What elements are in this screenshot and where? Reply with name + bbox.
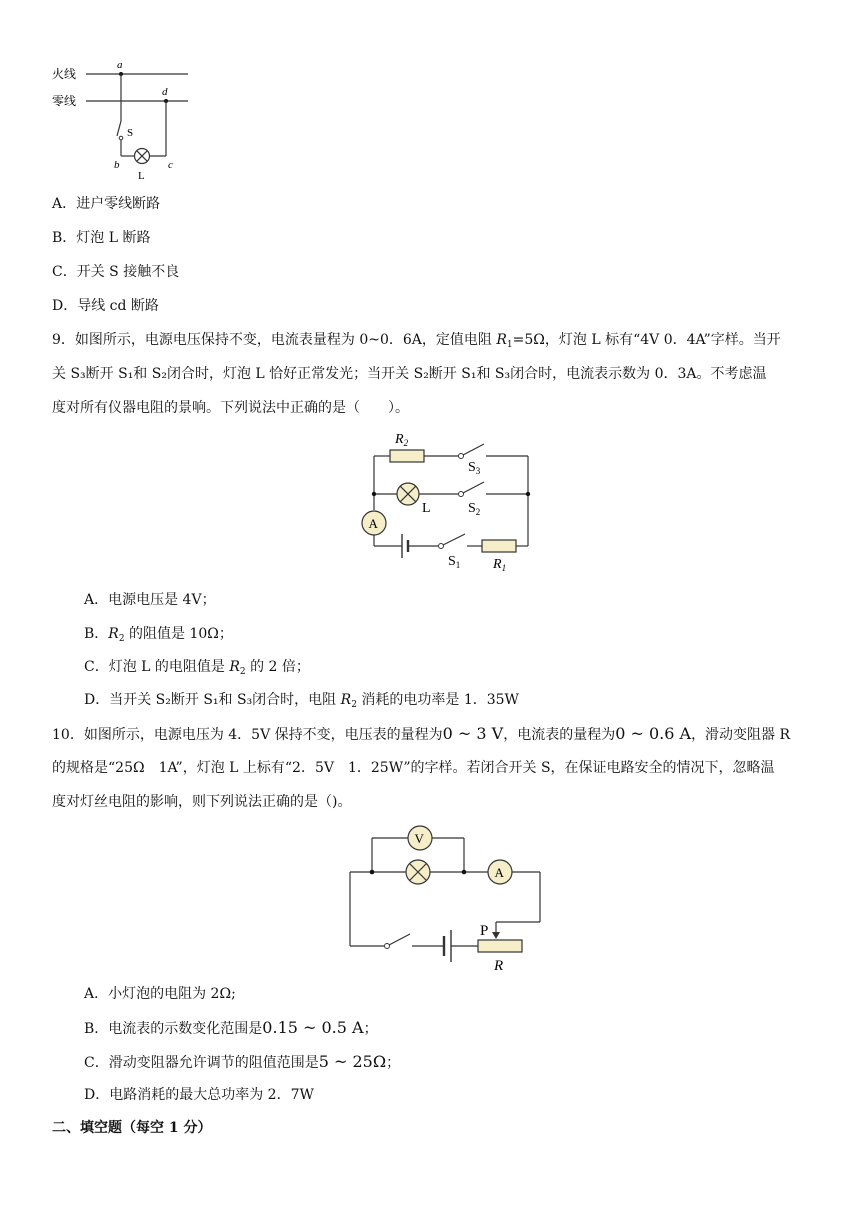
neutral-wire-label: 零线 xyxy=(52,94,77,108)
q8-circuit-diagram xyxy=(48,56,198,186)
switch-s-label: S xyxy=(127,127,134,139)
resistor-r1-icon xyxy=(482,540,516,552)
q9-option-c: C．灯泡 L 的电阻值是 $R_2$ 的 2 倍； xyxy=(84,659,310,677)
q10-option-d: D．电路消耗的最大总功率为 2．7W xyxy=(84,1087,314,1103)
r2-label: $R_2$ xyxy=(395,432,409,448)
svg-text:A: A xyxy=(368,516,378,531)
slider-p-label: P xyxy=(480,923,489,939)
q10-circuit-diagram xyxy=(344,818,554,978)
ammeter-icon xyxy=(362,511,386,535)
rheostat-icon xyxy=(478,940,522,952)
lamp-l-icon xyxy=(397,483,419,505)
q8-option-d: D．导线 cd 断路 xyxy=(52,298,159,314)
q9-stem-line-1: 9．如图所示，电源电压保持不变，电流表量程为 0~0．6A，定值电阻 $R_1=5\Omega$，灯泡 L 标有“4V 0．4A”字样。当开 xyxy=(52,332,781,350)
q9-option-d: D．当开关 S₂断开 S₁和 S₃闭合时，电阻 $R_2$ 消耗的电功率是 1．35W xyxy=(84,692,519,710)
q10-option-b: B．电流表的示数变化范围是0.15 ~ 0.5 A； xyxy=(84,1018,378,1037)
q9-stem-line-2: 关 S₃断开 S₁和 S₂闭合时，灯泡 L 恰好正常发光；当开关 S₂断开 S₁和 S₃闭合时，电流表示数为 0．3A。不考虑温 xyxy=(52,366,767,382)
lamp-icon xyxy=(135,149,150,164)
s2-label: $S_2$ xyxy=(468,501,481,517)
q9-stem-line-3: 度对所有仪器电阻的景响。下列说法中正确的是（ ）。 xyxy=(52,400,409,416)
s1-label: $S_1$ xyxy=(448,554,461,570)
q10-option-a: A．小灯泡的电阻为 2Ω; xyxy=(84,986,236,1002)
svg-text:V: V xyxy=(414,831,424,846)
resistor-r2-icon xyxy=(390,450,424,462)
q10-stem-line-2: 的规格是“25Ω 1A”，灯泡 L 上标有“2．5V 1．25W”的字样。若闭合开关 S，在保证电路安全的情况下，忽略温 xyxy=(52,760,775,776)
q9-option-b: B．$R_2$ 的阻值是 10Ω； xyxy=(84,626,233,644)
q10-stem-line-1: 10．如图所示，电源电压为 4．5V 保持不变，电压表的量程为0 ~ 3 V，电流表的量程为0 ~ 0.6 A，滑动变阻器 R xyxy=(52,724,791,743)
voltmeter-icon xyxy=(408,826,432,850)
battery-icon xyxy=(444,930,451,962)
point-a-label: a xyxy=(117,59,123,71)
rheostat-r-label: R xyxy=(494,958,504,974)
battery-icon xyxy=(402,534,408,558)
q9-circuit-diagram xyxy=(350,424,540,574)
q8-option-c: C．开关 S 接触不良 xyxy=(52,264,180,280)
q10-stem-line-3: 度对灯丝电阻的影响，则下列说法正确的是（)。 xyxy=(52,794,352,810)
q10-option-c: C．滑动变阻器允许调节的阻值范围是5 ~ 25Ω； xyxy=(84,1052,401,1071)
point-d-label: d xyxy=(162,86,168,98)
lamp-icon xyxy=(406,860,430,884)
slider-arrow-icon xyxy=(492,932,500,939)
section-2-heading: 二、填空题（每空 1 分） xyxy=(52,1120,212,1136)
lamp-l-label: L xyxy=(422,501,431,516)
live-wire-label: 火线 xyxy=(52,67,77,81)
lamp-l-label: L xyxy=(138,170,145,182)
point-b-label: b xyxy=(114,159,120,171)
q9-option-a: A．电源电压是 4V； xyxy=(84,592,216,608)
q8-option-a: A．进户零线断路 xyxy=(52,196,161,212)
svg-text:A: A xyxy=(494,865,504,880)
point-c-label: c xyxy=(168,159,173,171)
s3-label: $S_3$ xyxy=(468,460,481,476)
ammeter-icon xyxy=(488,860,512,884)
q8-option-b: B．灯泡 L 断路 xyxy=(52,230,151,246)
r1-label: $R_1$ xyxy=(493,557,507,573)
